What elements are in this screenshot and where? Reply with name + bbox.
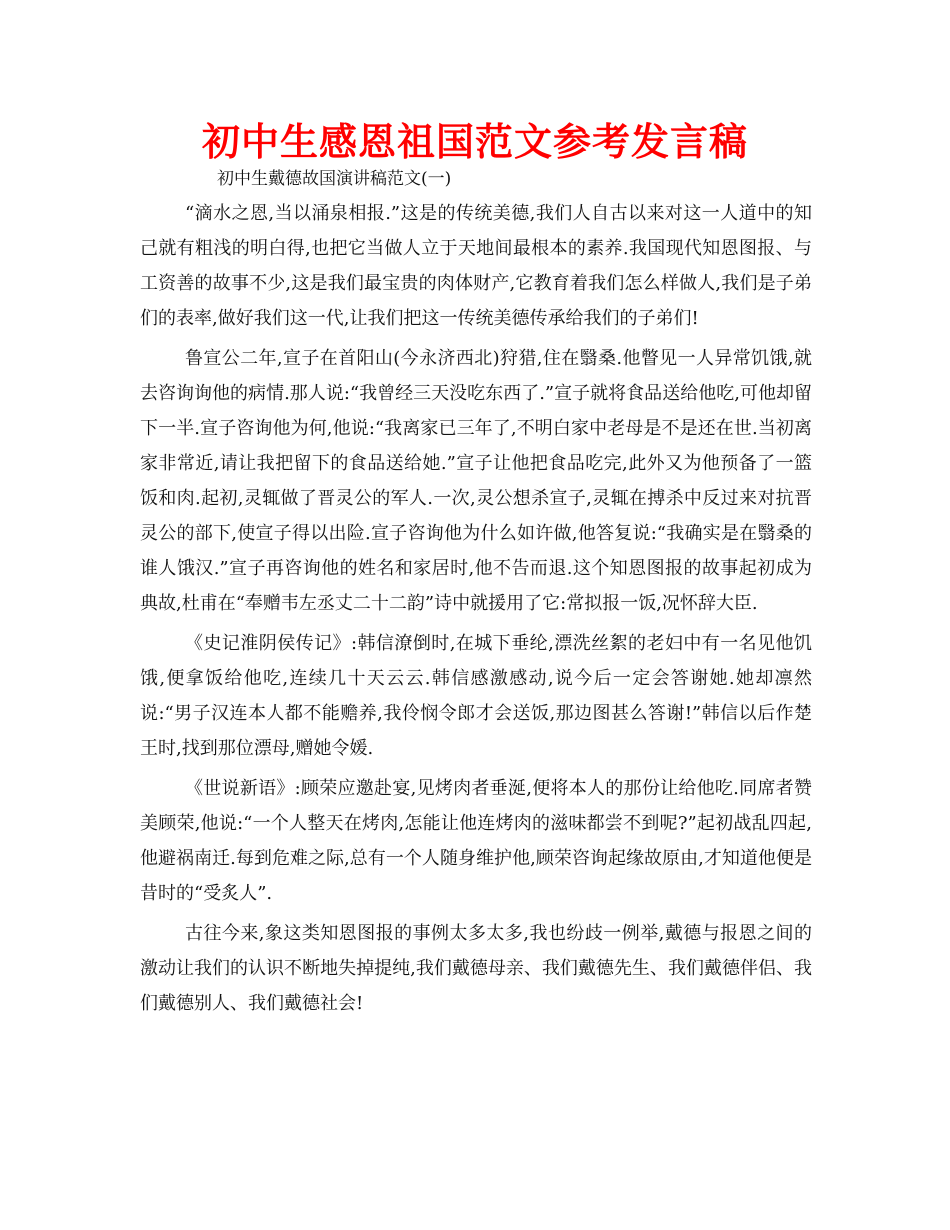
paragraph-5: 古往今来,象这类知恩图报的事例太多太多,我也纷歧一例举,戴德与报恩之间的激动让我们的认识不断地失掉提纯,我们戴德母亲、我们戴德先生、我们戴德伴侣、我们戴德别人、我们戴德社会! — [140, 923, 812, 1014]
document-body — [140, 196, 812, 1026]
paragraph-4: 《世说新语》:顾荣应邀赴宴,见烤肉者垂涎,便将本人的那份让给他吃.同席者赞美顾荣,他说:“一个人整天在烤肉,怎能让他连烤肉的滋味都尝不到呢?”起初战乱四起,他避祸南迁.每到危难之际,总有一个人随身维护他,顾荣咨询起缘故原由,才知道他便是昔时的“受炙人”. — [140, 778, 812, 904]
document-title: 初中生感恩祖国范文参考发言稿 — [201, 119, 748, 164]
paragraph-2: 鲁宣公二年,宣子在首阳山(今永济西北)狩猎,住在翳桑.他瞥见一人异常饥饿,就去咨询询他的病情.那人说:“我曾经三天没吃东西了.”宣子就将食品送给他吃,可他却留下一半.宣子咨询他为何,他说:“我离家已三年了,不明白家中老母是不是还在世.当初离家非常近,请让我把留下的食品送给她.”宣子让他把食品吃完,此外又为他预备了一篮饭和肉.起初,灵辄做了晋灵公的军人.一次,灵公想杀宣子,灵辄在搏杀中反过来对抗晋灵公的部下,使宣子得以出险.宣子咨询他为什么如许做,他答复说:“我确实是在翳桑的谁人饿汉.”宣子再咨询他的姓名和家居时,他不告而退.这个知恩图报的故事起初成为典故,杜甫在“奉赠韦左丞丈二十二韵”诗中就援用了它:常拟报一饭,况怀辞大臣. — [140, 348, 812, 614]
paragraph-3: 《史记淮阴侯传记》:韩信潦倒时,在城下垂纶,漂洗丝絮的老妇中有一名见他饥饿,便拿饭给他吃,连续几十天云云.韩信感激感动,说今后一定会答谢她.她却凛然说:“男子汉连本人都不能赡养,我伶悯令郎才会送饭,那边图甚么答谢!”韩信以后作楚王时,找到那位漂母,赠她令媛. — [140, 633, 812, 759]
document-subtitle: 初中生戴德故国演讲稿范文(一) — [217, 169, 452, 189]
paragraph-1: “滴水之恩,当以涌泉相报.”这是的传统美德,我们人自古以来对这一人道中的知己就有粗浅的明白得,也把它当做人立于天地间最根本的素养.我国现代知恩图报、与工资善的故事不少,这是我们最宝贵的肉体财产,它教育着我们怎么样做人,我们是子弟们的表率,做好我们这一代,让我们把这一传统美德传承给我们的子弟们! — [140, 203, 812, 329]
